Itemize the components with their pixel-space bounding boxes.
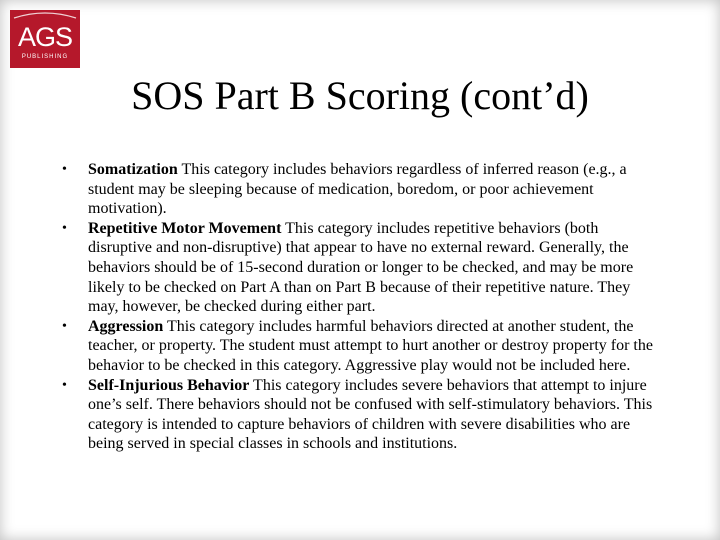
bullet-somatization [62,160,662,219]
bullet-term: Self-Injurious Behavior [88,376,250,394]
logo-subtext: PUBLISHING [21,54,69,60]
bullet-list [62,160,662,454]
bullet-marker: • [62,162,67,177]
bullet-text: This category includes repetitive behaviors (both disruptive and non-disruptive) that appear to have no external reward. Generally, the behaviors should be of 15-second duration or longer to be checked, and may be more likely to be checked on Part A than on Part B because of their repetitive nature. They may, however, be checked during either part. [88,219,634,316]
bullet-self-injurious-behavior [62,376,662,454]
bullet-term: Repetitive Motor Movement [88,219,282,237]
bullet-aggression [62,317,662,376]
bullet-term: Aggression [88,317,164,335]
bullet-marker: • [62,377,67,393]
bullet-marker: • [62,318,67,334]
slide-title: SOS Part B Scoring (cont’d) [131,73,589,118]
bullet-term: Somatization [88,161,178,178]
logo-text: AGS [17,22,73,52]
ags-publishing-logo [10,10,80,68]
bullet-repetitive-motor-movement [62,219,662,317]
bullet-text: This category includes behaviors regardless of inferred reason (e.g., a student may be sleeping because of medication, boredom, or poor achievement motivation). [88,161,627,218]
bullet-marker: • [62,220,67,236]
bullet-text: This category includes severe behaviors that attempt to injure one’s self. There behaviors should not be confused with self-stimulatory behaviors. This category is intended to capture behaviors of children with severe disabilities who are being served in special classes in schools and institutions. [88,376,653,453]
bullet-text: This category includes harmful behaviors directed at another student, the teacher, or property. The student must attempt to hurt another or destroy property for the behavior to be checked in this category. Aggressive play would not be included here. [88,317,653,374]
